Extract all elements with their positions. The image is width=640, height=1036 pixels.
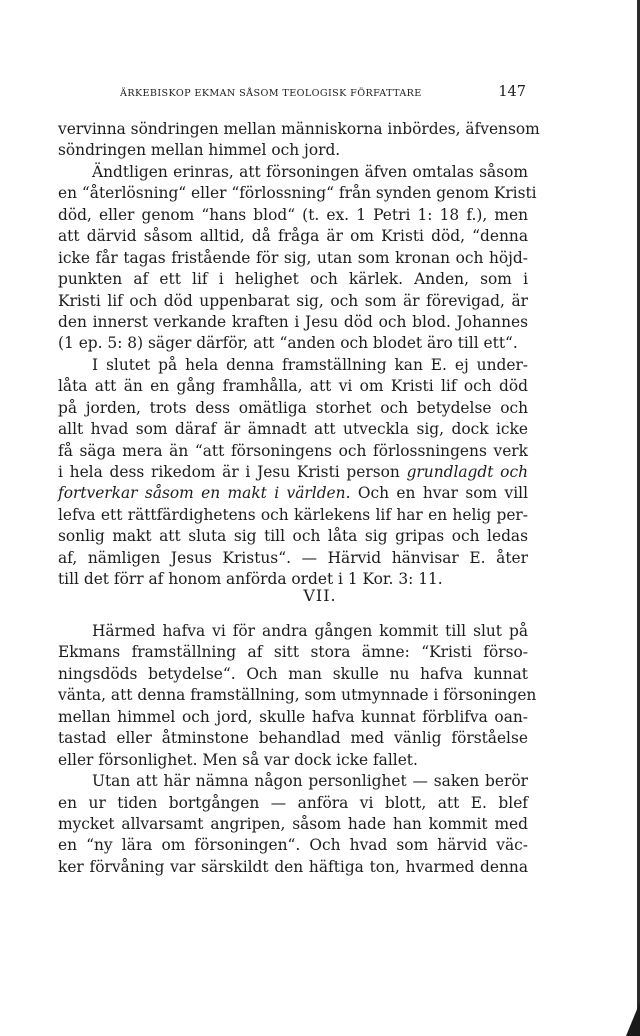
text-line: lefva ett rättfärdighetens och kärlekens lif har en helig per-: [58, 505, 528, 524]
text-block-section-vii: [58, 621, 537, 878]
text-line: ker förvåning var särskildt den häftiga ton, hvarmed denna: [58, 857, 528, 876]
section-heading: VII.: [303, 586, 337, 605]
text-line: Kristi lif och död uppenbarat sig, och som är förevigad, är: [58, 291, 528, 310]
text-line: en “återlösning“ eller “förlossning“ från synden genom Kristi: [58, 184, 537, 203]
text-line: I slutet på hela denna framställning kan E. ej under-: [92, 355, 528, 374]
text-line: mellan himmel och jord, skulle hafva kunnat förblifva oan-: [58, 707, 528, 726]
text-line: Utan att här nämna någon personlighet — saken berör: [92, 772, 528, 791]
text-line: på jorden, trots dess omätliga storhet och betydelse och: [58, 398, 528, 417]
text-line: vervinna söndringen mellan människorna inbördes, äfvensom: [58, 120, 540, 138]
text-line: en “ny lära om försoningen“. Och hvad som härvid väc-: [58, 836, 528, 855]
text-line: Ekmans framställning af sitt stora ämne: “Kristi förso-: [58, 643, 528, 662]
text-line: död, eller genom “hans blod“ (t. ex. 1 Petri 1: 18 f.), men: [58, 205, 528, 224]
italic-phrase: grundlagdt och: [406, 463, 528, 481]
italic-phrase: fortverkar såsom en makt i världen.: [58, 484, 351, 503]
text-line: vänta, att denna framställning, som utmynnade i försoningen: [58, 686, 537, 705]
text-line: till det förr af honom anförda ordet i 1 Kor. 3: 11.: [58, 570, 443, 589]
text-line: söndringen mellan himmel och jord.: [58, 141, 341, 160]
text-line: allt hvad som däraf är ämnadt att utveckla sig, dock icke: [58, 420, 528, 439]
text-run: i hela dess rikedom är i Jesu Kristi person: [58, 463, 400, 481]
text-line: eller försonlighet. Men så var dock icke fallet.: [58, 750, 418, 769]
text-line: sonlig makt att sluta sig till och låta sig gripas och ledas: [58, 527, 528, 546]
text-line: Ändtligen erinras, att försoningen äfven omtalas såsom: [92, 162, 528, 181]
text-line: låta att än en gång framhålla, att vi om Kristi lif och död: [58, 377, 528, 396]
text-line: tastad eller åtminstone behandlad med vänlig förståelse: [58, 729, 528, 748]
text-run: Och en hvar som vill: [350, 484, 528, 503]
text-line: icke får tagas fristående för sig, utan som kronan och höjd-: [58, 248, 528, 267]
page-corner-shadow: [626, 1002, 640, 1036]
text-line: ningsdöds betydelse“. Och man skulle nu hafva kunnat: [58, 664, 528, 683]
text-line: en ur tiden bortgången — anföra vi blott, att E. blef: [58, 793, 528, 812]
text-line: af, nämligen Jesus Kristus“. — Härvid hänvisar E. åter: [58, 548, 528, 567]
running-title: ÄRKEBISKOP EKMAN SÅSOM TEOLOGISK FÖRFATTARE: [120, 88, 422, 99]
text-line: att därvid såsom alltid, då fråga är om Kristi död, “denna: [58, 227, 528, 246]
text-line-with-italic: [58, 462, 528, 483]
running-header: [110, 84, 526, 106]
text-block-section-vi: [58, 119, 540, 591]
page-number: 147: [498, 84, 526, 100]
text-line-with-italic: [58, 483, 528, 504]
text-line: den innerst verkande kraften i Jesu död och blod. Johannes: [58, 312, 528, 331]
text-line: få säga mera än “att försoningens och förlossningens verk: [58, 441, 528, 460]
text-line: mycket allvarsamt angripen, såsom hade han kommit med: [58, 814, 528, 833]
text-line: punkten af ett lif i helighet och kärlek. Anden, som i: [58, 270, 528, 289]
text-line: (1 ep. 5: 8) säger därför, att “anden och blodet äro till ett“.: [58, 334, 518, 353]
text-line: Härmed hafva vi för andra gången kommit till slut på: [92, 622, 528, 640]
